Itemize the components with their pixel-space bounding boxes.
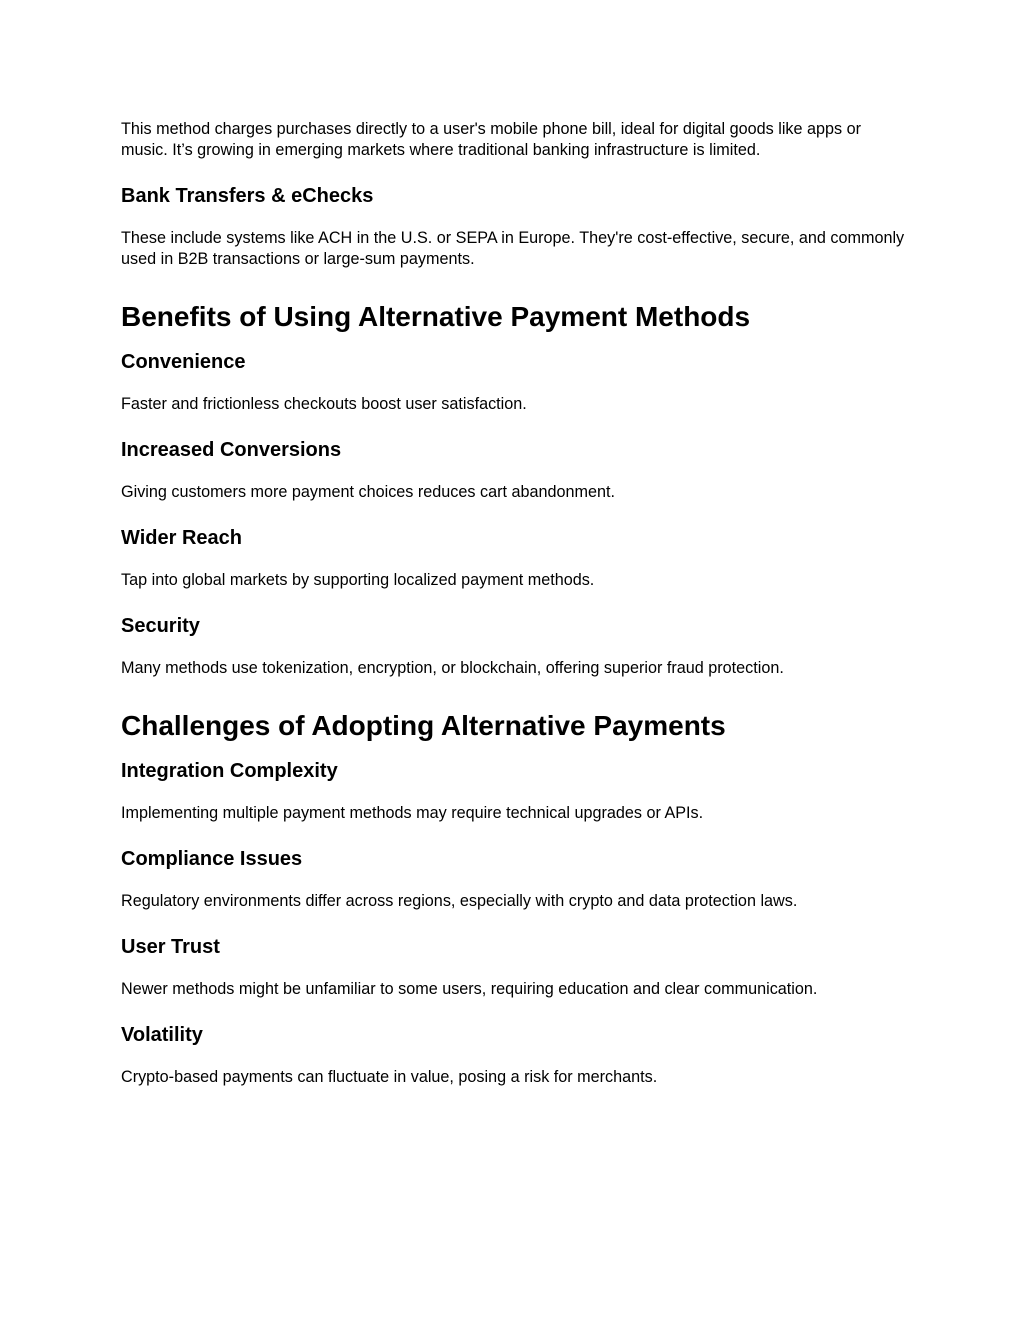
challenge-volatility-heading: Volatility <box>121 1024 203 1046</box>
challenge-integration-paragraph: Implementing multiple payment methods may require technical upgrades or APIs. <box>121 804 704 822</box>
benefit-reach-heading: Wider Reach <box>121 527 242 549</box>
challenge-compliance-paragraph: Regulatory environments differ across regions, especially with crypto and data protection laws. <box>121 892 798 910</box>
benefit-reach-paragraph: Tap into global markets by supporting localized payment methods. <box>121 571 595 589</box>
challenge-trust-heading: User Trust <box>121 936 220 958</box>
challenge-volatility-paragraph: Crypto-based payments can fluctuate in value, posing a risk for merchants. <box>121 1068 658 1086</box>
challenge-compliance-heading: Compliance Issues <box>121 848 303 870</box>
benefit-convenience-paragraph: Faster and frictionless checkouts boost user satisfaction. <box>121 395 527 413</box>
benefit-security-paragraph: Many methods use tokenization, encryption, or blockchain, offering superior fraud protection. <box>121 659 784 677</box>
benefit-security-heading: Security <box>121 615 200 637</box>
bank-transfers-heading: Bank Transfers & eChecks <box>121 185 374 207</box>
bank-transfers-paragraph: These include systems like ACH in the U.S. or SEPA in Europe. They're cost-effective, secure, and commonly used in B2B transactions or large-sum payments. <box>121 229 905 268</box>
document-page <box>121 119 906 1088</box>
benefit-convenience-heading: Convenience <box>121 351 246 373</box>
challenge-integration-heading: Integration Complexity <box>121 760 338 782</box>
challenge-trust-paragraph: Newer methods might be unfamiliar to some users, requiring education and clear communication. <box>121 980 818 998</box>
benefit-conversions-heading: Increased Conversions <box>121 439 342 461</box>
challenges-section-heading: Challenges of Adopting Alternative Payments <box>121 710 726 741</box>
benefits-section-heading: Benefits of Using Alternative Payment Methods <box>121 301 751 332</box>
benefit-conversions-paragraph: Giving customers more payment choices reduces cart abandonment. <box>121 483 615 501</box>
intro-paragraph: This method charges purchases directly to a user's mobile phone bill, ideal for digital goods like apps or music. It’s growing in emerging markets where traditional banking infrastructure is limited. <box>121 120 862 159</box>
